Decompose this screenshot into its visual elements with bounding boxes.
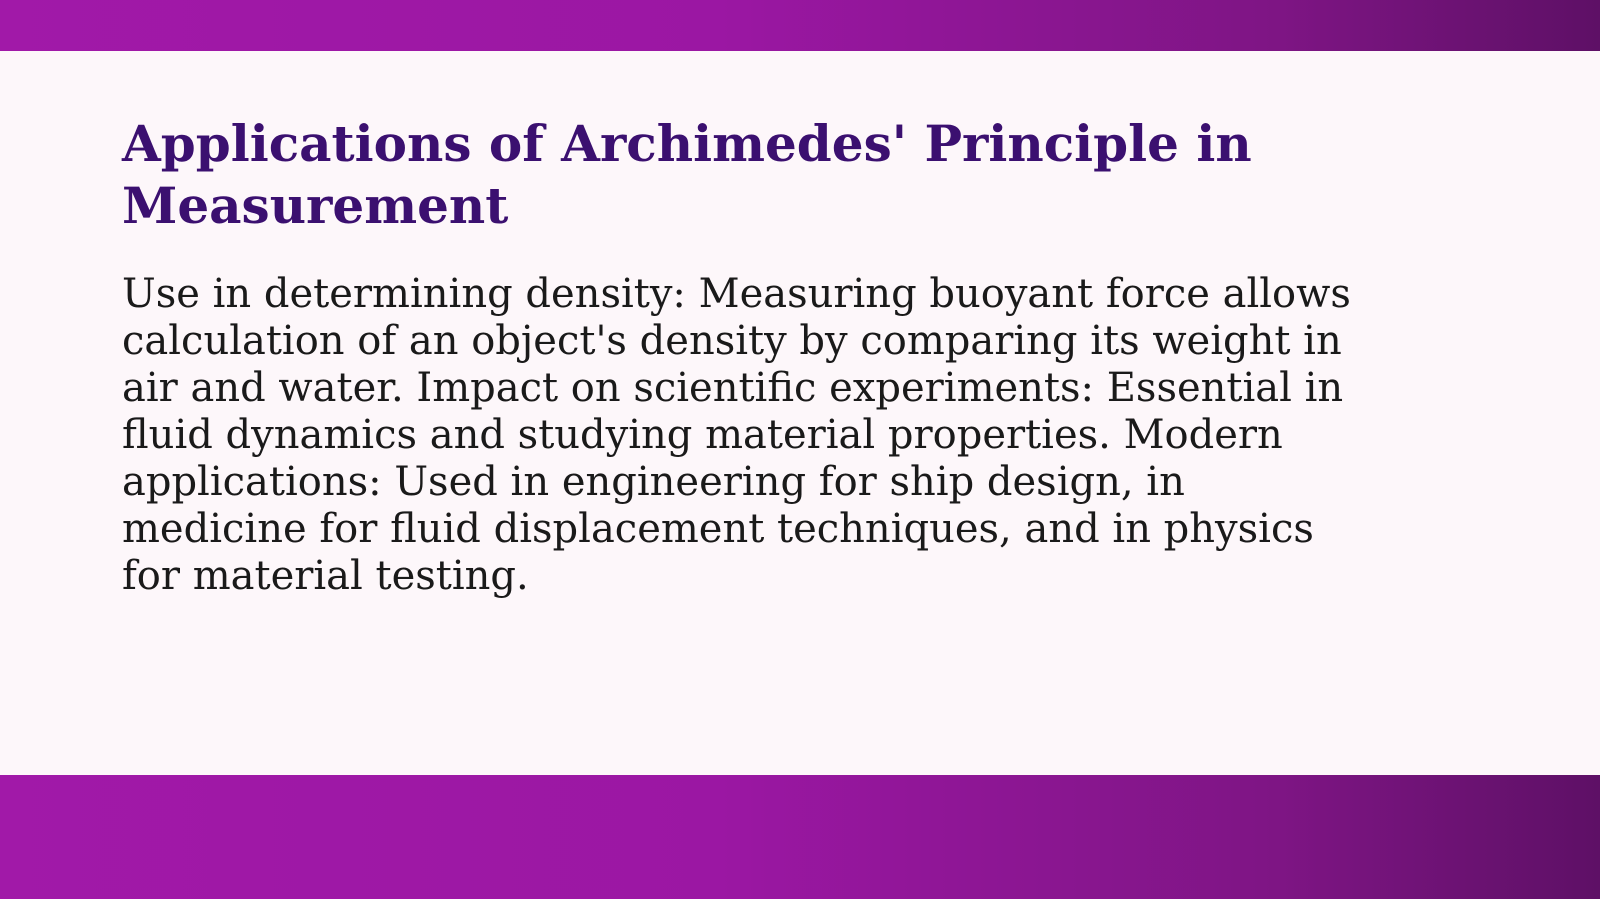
- slide-content: [122, 113, 1372, 600]
- top-decorative-band: [0, 0, 1600, 51]
- slide-title: Applications of Archimedes' Principle in Measurement: [122, 114, 1252, 235]
- slide-body-text: Use in determining density: Measuring buoyant force allows calculation of an object's density by comparing its weight in air and water. Impact on scientific experiments: Essential in fluid dynamics and studying material properties. Modern applications: Used in engineering for ship design, in medicine for fluid displacement techniques, and in physics for material testing.: [122, 271, 1351, 599]
- bottom-decorative-band: [0, 775, 1600, 899]
